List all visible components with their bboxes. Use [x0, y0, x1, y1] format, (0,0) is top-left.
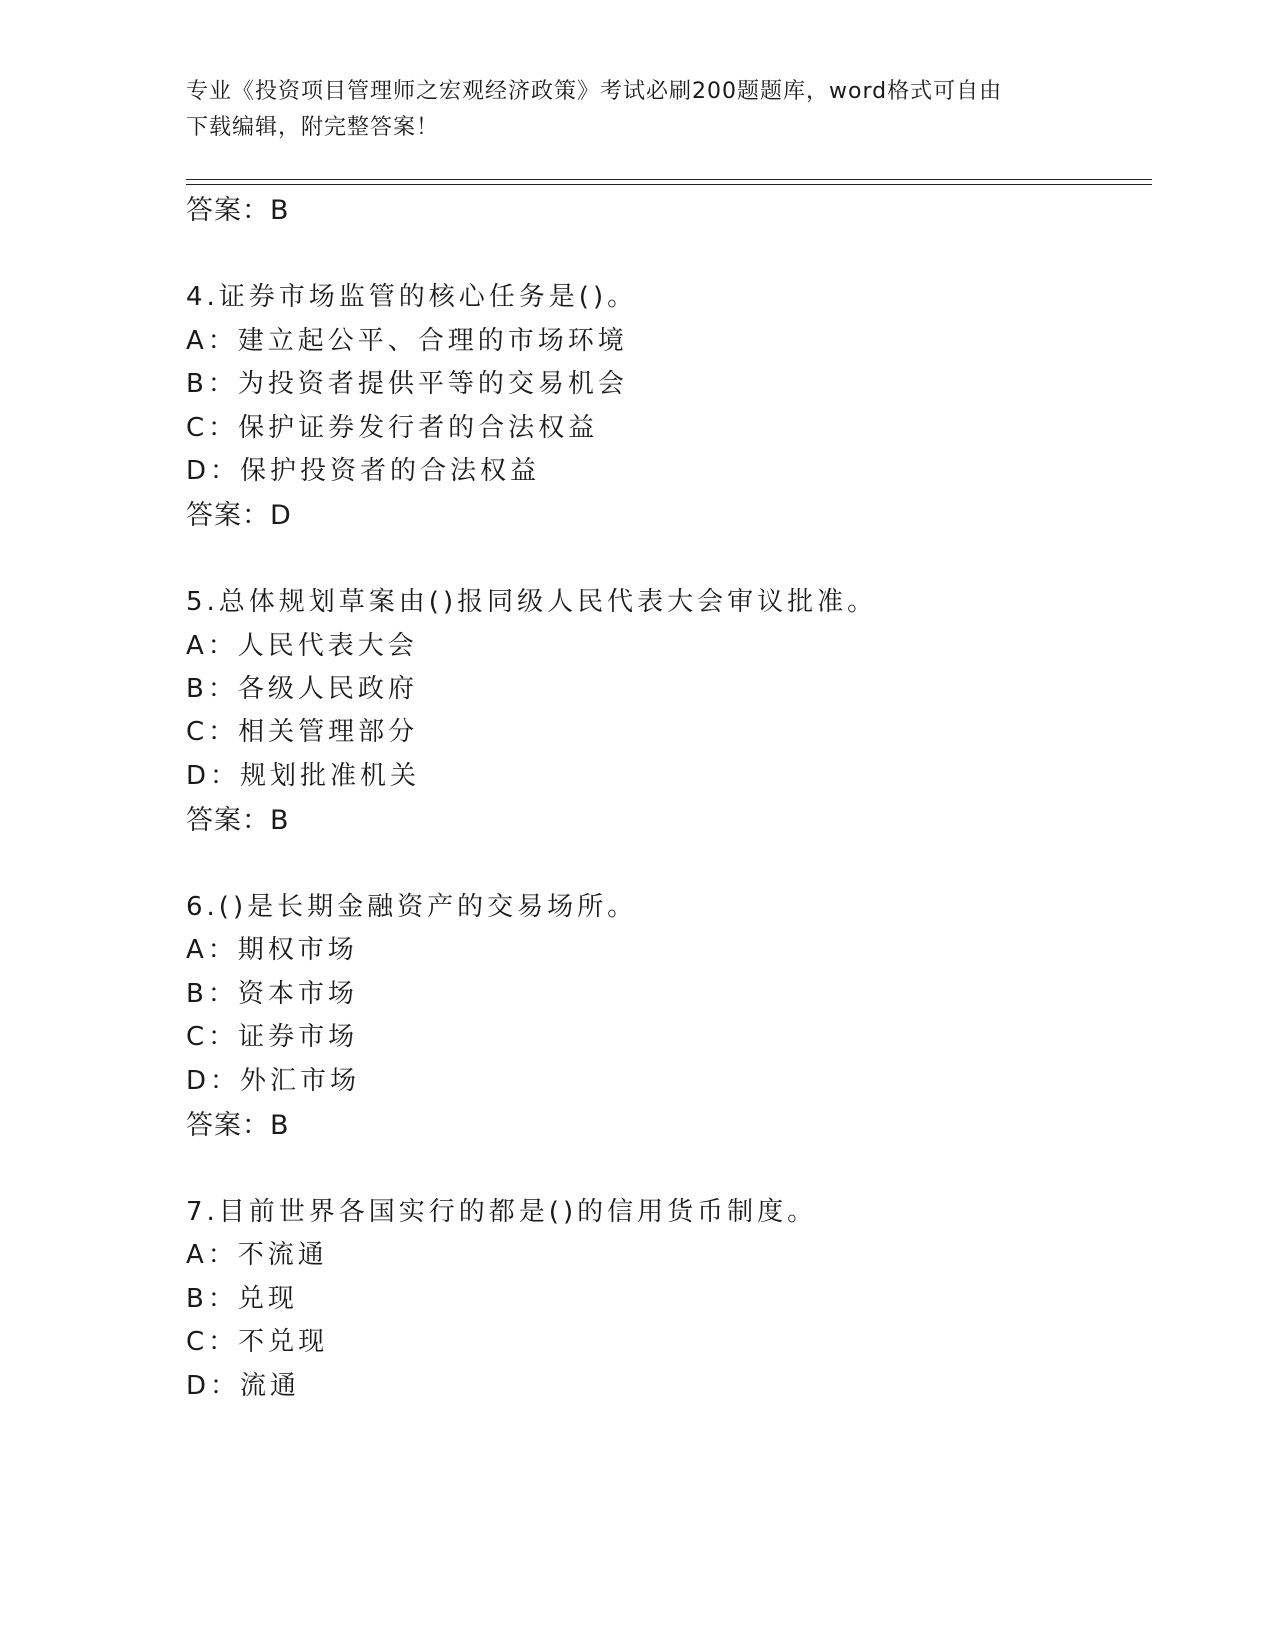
header-divider-top — [186, 179, 1152, 180]
question-6-answer: 答案：B — [186, 1110, 290, 1141]
question-6-option-a: A：期权市场 — [186, 935, 358, 965]
question-7-option-d: D：流通 — [186, 1371, 301, 1401]
question-7-option-b: B：兑现 — [186, 1284, 298, 1314]
question-5-option-c: C：相关管理部分 — [186, 717, 419, 747]
question-6-option-d: D：外汇市场 — [186, 1066, 361, 1096]
question-7-option-a: A：不流通 — [186, 1240, 328, 1270]
previous-answer: 答案：B — [186, 195, 290, 226]
question-5-answer: 答案：B — [186, 805, 290, 836]
question-4-option-a: A：建立起公平、合理的市场环境 — [186, 326, 628, 356]
header-line-1: 专业《投资项目管理师之宏观经济政策》考试必刷200题题库，word格式可自由 — [186, 79, 1003, 104]
question-6-stem: 6.()是长期金融资产的交易场所。 — [186, 892, 638, 922]
question-5-stem: 5.总体规划草案由()报同级人民代表大会审议批准。 — [186, 587, 878, 617]
question-7-option-c: C：不兑现 — [186, 1327, 329, 1357]
question-5-option-b: B：各级人民政府 — [186, 674, 418, 704]
question-4-answer: 答案：D — [186, 500, 292, 531]
question-4-stem: 4.证券市场监管的核心任务是()。 — [186, 282, 638, 312]
question-4-option-b: B：为投资者提供平等的交易机会 — [186, 369, 628, 399]
question-4-option-c: C：保护证券发行者的合法权益 — [186, 413, 599, 443]
header-line-2: 下载编辑，附完整答案！ — [186, 115, 440, 140]
question-6-option-c: C：证券市场 — [186, 1022, 359, 1052]
question-6-option-b: B：资本市场 — [186, 979, 358, 1009]
question-5-option-a: A：人民代表大会 — [186, 631, 418, 661]
question-7-stem: 7.目前世界各国实行的都是()的信用货币制度。 — [186, 1197, 818, 1227]
question-5-option-d: D：规划批准机关 — [186, 761, 421, 791]
document-header — [186, 74, 1086, 146]
header-divider-bottom — [186, 184, 1152, 185]
question-4-option-d: D：保护投资者的合法权益 — [186, 456, 541, 486]
